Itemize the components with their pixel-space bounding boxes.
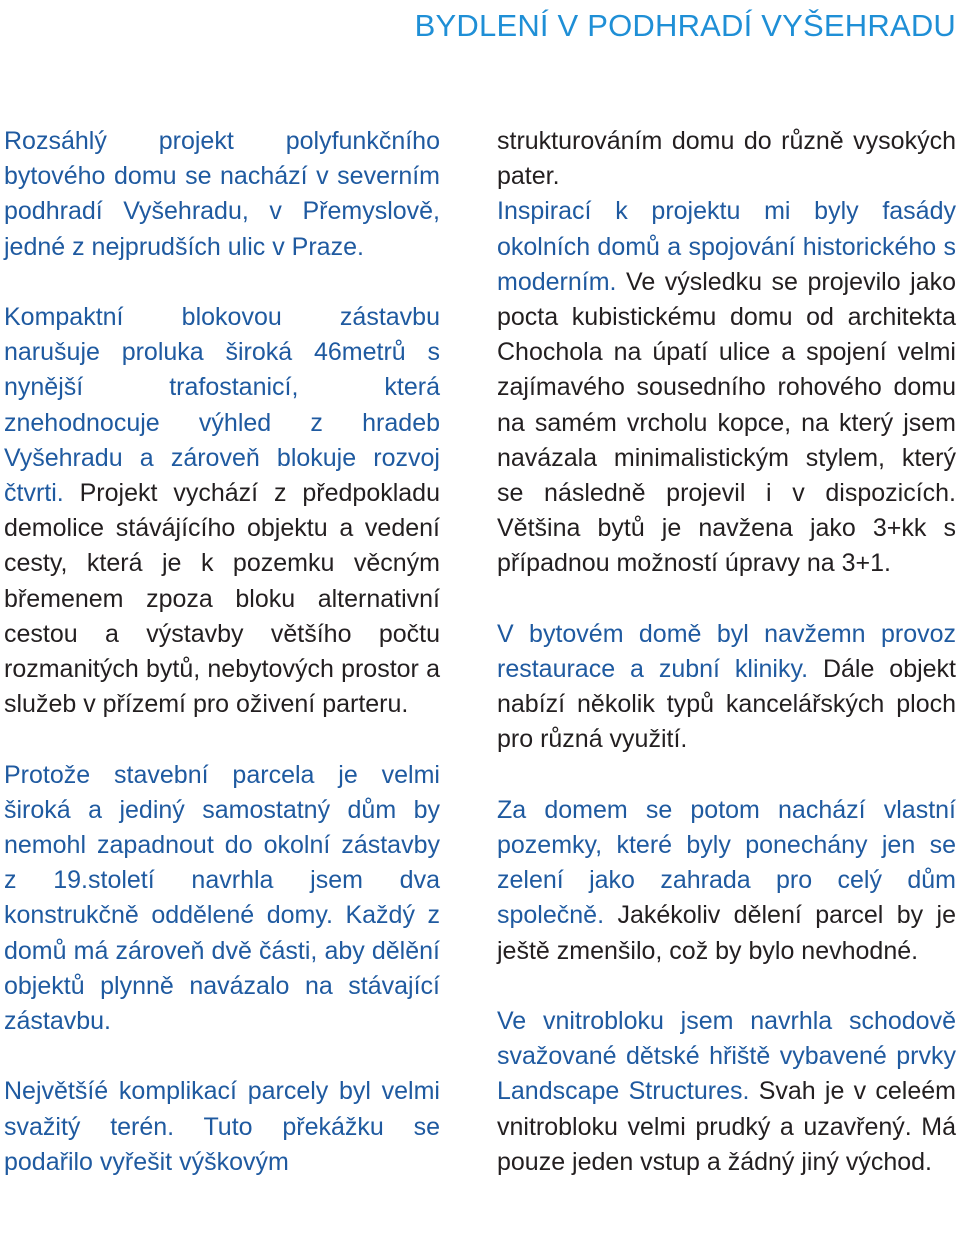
paragraph-services-text: V bytovém domě byl navžemn provoz restaurace a zubní kliniky.	[497, 619, 956, 684]
paragraph-site-text: Kompaktní blokovou zástavbu narušuje proluka široká 46metrů s nynější trafostanicí, která znehodnocuje výhled z hradeb Vyšehradu a zároveň blokuje rozvoj čtvrti.	[4, 303, 440, 508]
paragraph-intro	[4, 124, 440, 265]
paragraph-site-continuation: Projekt vychází z předpokladu demolice stávájícího objektu a vedení cesty, která je k pozemku věcným břemenem zpoza bloku alternativní cestou a výstavby většího počtu rozmanitých bytů, nebytových prostor a služeb v přízemí pro oživení parteru.	[4, 479, 440, 719]
paragraph-intro-text: Rozsáhlý projekt polyfunkčního bytového domu se nachází v severním podhradí Vyšehradu, v Přemyslově, jedné z nejprudších ulic v Praze.	[4, 127, 440, 261]
paragraph-playground	[497, 1004, 956, 1180]
left-column	[4, 124, 440, 1180]
paragraph-garden	[497, 793, 956, 969]
paragraph-services-continuation: Dále objekt nabízí několik typů kancelářských ploch pro různá využití.	[497, 655, 957, 754]
paragraph-result: Ve výsledku se projevilo jako pocta kubistickému domu od architekta Chochola na úpatí ulice a spojení velmi zajímavého sousedního rohového domu na samém vrcholu kopce, na který jsem navázala minimalistickým stylem, který se následně projevil i v dispozicích. Většina bytů je navžena jako 3+kk s případnou možností úpravy na 3+1.	[497, 267, 956, 578]
paragraph-terrain: Největšíé komplikací parcely byl velmi svažitý terén. Tuto překážku se podařilo vyřešit výškovým	[4, 1077, 440, 1176]
right-column	[497, 124, 956, 1180]
paragraph-garden-text: Za domem se potom nachází vlastní pozemky, které byly ponechány jen se zelení jako zahrada pro celý dům společně.	[497, 795, 956, 930]
paragraph-site	[4, 300, 440, 722]
paragraph-playground-text: Ve vnitrobloku jsem navrhla schodově svažované dětské hřiště vybavené prvky Landscape Structures.	[497, 1007, 956, 1106]
paragraph-playground-continuation: Svah je v celeém vnitrobloku velmi prudký a uzavřený. Má pouze jeden vstup a žádný jiný východ.	[497, 1077, 956, 1176]
paragraph-inspiration: Inspirací k projektu mi byly fasády okolních domů a spojování historického s moderním.	[497, 197, 956, 296]
paragraph-two-houses: Protože stavební parcela je velmi široká a jediný samostatný dům by nemohl zapadnout do okolní zástavby z 19.století navrhla jsem dva konstrukčně oddělené domy. Každý z domů má zároveň dvě části, aby dělění objektů plynně navázalo na stávající zástavbu.	[4, 760, 440, 1036]
paragraph-structure-text: strukturováním domu do různě vysokých pater.	[497, 127, 956, 191]
paragraph-garden-continuation: Jakékoliv dělení parcel by je ještě zmenšilo, což by bylo nevhodné.	[497, 901, 956, 965]
paragraph-services	[497, 617, 956, 758]
paragraph-structure	[497, 124, 956, 582]
page-title: BYDLENÍ V PODHRADÍ VYŠEHRADU	[414, 8, 956, 43]
